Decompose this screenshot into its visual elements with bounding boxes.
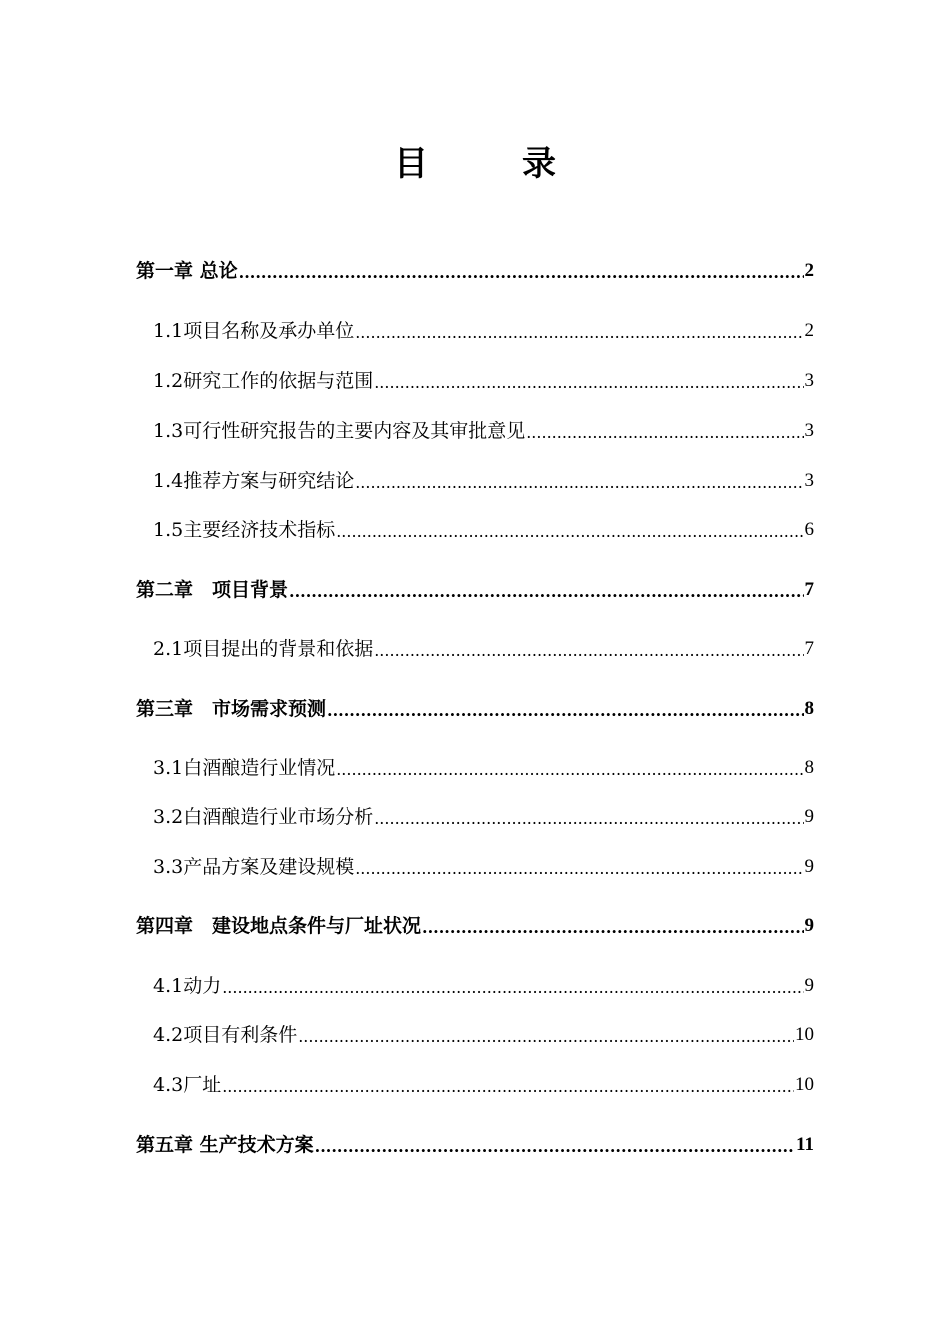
toc-entry-page-number: 9: [804, 975, 814, 996]
toc-entry-label: 3.1白酒酿造行业情况: [153, 757, 336, 779]
toc-entry-label: 1.2研究工作的依据与范围: [153, 370, 374, 392]
toc-entry-section-1-4[interactable]: [136, 467, 814, 495]
dot-leader: [355, 853, 803, 881]
dot-leader: [374, 635, 803, 663]
dot-leader: [222, 972, 803, 1000]
toc-entry-section-1-1[interactable]: [136, 317, 814, 345]
toc-entry-page-number: 8: [804, 757, 814, 778]
toc-entry-page-number: 8: [804, 698, 814, 719]
toc-entry-label: 1.5主要经济技术指标: [153, 519, 336, 541]
toc-entry-page-number: 2: [804, 320, 814, 341]
toc-entry-label: 2.1项目提出的背景和依据: [153, 638, 374, 660]
toc-entry-page-number: 2: [804, 260, 814, 281]
dot-leader: [355, 467, 803, 495]
toc-entry-page-number: 7: [804, 579, 814, 600]
toc-entry-label: 第二章 项目背景: [136, 579, 289, 601]
toc-entry-section-3-1[interactable]: [136, 754, 814, 782]
dot-leader: [355, 317, 803, 345]
dot-leader: [315, 1131, 795, 1159]
toc-entry-chapter-5[interactable]: [136, 1131, 814, 1159]
toc-entry-page-number: 3: [804, 370, 814, 391]
toc-entry-page-number: 7: [804, 638, 814, 659]
toc-entry-section-1-2[interactable]: [136, 367, 814, 395]
dot-leader: [327, 695, 803, 723]
toc-entry-section-4-1[interactable]: [136, 972, 814, 1000]
toc-entry-section-1-3[interactable]: [136, 417, 814, 445]
dot-leader: [374, 803, 803, 831]
toc-entry-label: 4.1动力: [153, 975, 222, 997]
toc-entry-section-2-1[interactable]: [136, 635, 814, 663]
toc-entry-page-number: 10: [795, 1074, 814, 1095]
dot-leader: [222, 1071, 794, 1099]
toc-entry-label: 3.3产品方案及建设规模: [153, 856, 355, 878]
dot-leader: [526, 417, 803, 445]
toc-entry-section-3-2[interactable]: [136, 803, 814, 831]
toc-entry-page-number: 9: [804, 915, 814, 936]
toc-entry-label: 第四章 建设地点条件与厂址状况: [136, 915, 422, 937]
dot-leader: [289, 576, 803, 604]
toc-entry-section-3-3[interactable]: [136, 853, 814, 881]
toc-entry-page-number: 3: [804, 420, 814, 441]
toc-entry-label: 4.2项目有利条件: [153, 1024, 298, 1046]
toc-entry-chapter-2[interactable]: [136, 576, 814, 604]
toc-entry-chapter-1[interactable]: [136, 257, 814, 285]
toc-entry-label: 3.2白酒酿造行业市场分析: [153, 806, 374, 828]
toc-entry-section-4-3[interactable]: [136, 1071, 814, 1099]
toc-entry-page-number: 3: [804, 470, 814, 491]
toc-entry-page-number: 9: [804, 856, 814, 877]
toc-entry-page-number: 6: [804, 519, 814, 540]
toc-entry-section-1-5[interactable]: [136, 516, 814, 544]
toc-entry-label: 第五章 生产技术方案: [136, 1134, 314, 1156]
toc-entry-page-number: 11: [796, 1134, 814, 1155]
toc-entry-page-number: 10: [795, 1024, 814, 1045]
toc-entry-chapter-4[interactable]: [136, 912, 814, 940]
toc-entry-label: 4.3厂址: [153, 1074, 222, 1096]
dot-leader: [239, 257, 804, 285]
toc-entry-label: 1.3可行性研究报告的主要内容及其审批意见: [153, 420, 526, 442]
dot-leader: [298, 1021, 794, 1049]
toc-entry-label: 1.1项目名称及承办单位: [153, 320, 355, 342]
toc-entry-chapter-3[interactable]: [136, 695, 814, 723]
toc-title: 目 录: [394, 144, 586, 184]
dot-leader: [336, 516, 803, 544]
toc-entry-section-4-2[interactable]: [136, 1021, 814, 1049]
dot-leader: [336, 754, 803, 782]
toc-entry-label: 第三章 市场需求预测: [136, 698, 327, 720]
dot-leader: [374, 367, 803, 395]
dot-leader: [422, 912, 803, 940]
toc-entry-label: 第一章 总论: [136, 260, 238, 282]
toc-entry-label: 1.4推荐方案与研究结论: [153, 470, 355, 492]
toc-entry-page-number: 9: [804, 806, 814, 827]
